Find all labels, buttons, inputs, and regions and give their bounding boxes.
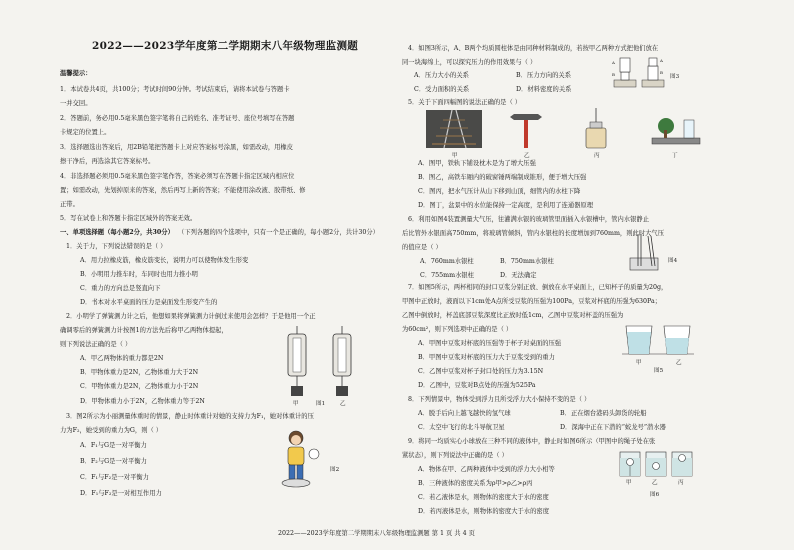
q4-option: C．受力面积的关系 [414, 86, 470, 93]
notice-line: 4．非选择题必须用0.5毫米黑色签字笔作答，答案必须写在答题卡指定区域内相应位 [60, 173, 295, 180]
notice-line: 3．选择题选出答案后，用2B铅笔把答题卡上对应答案标号涂黑，如需改动，用橡皮 [60, 144, 294, 151]
figure-1-caption: 图1 [316, 401, 326, 407]
figure-q5-label: 丁 [672, 153, 678, 159]
q5-option: A．图甲，铁轨下铺设枕木是为了增大压强 [418, 160, 536, 167]
q9-option: B．三种液体的密度关系为ρ甲>ρ乙>ρ丙 [418, 480, 533, 487]
notice-line: 擦干净后，再选涂其它答案标号。 [60, 158, 155, 165]
q5-stem: 5．关于下面四幅图的说法正确的是（ ） [408, 99, 522, 106]
q1-option: D．书本对水平桌面的压力是桌面发生形变产生的 [80, 299, 218, 306]
section-description: （下列各题的四个选项中，只有一个是正确的，每小题2分，共计30分） [178, 229, 379, 236]
figure-2-person-on-scale [274, 430, 324, 492]
notice-line: 置；如需改动，先划掉原来的答案，然后再写上新的答案；不能使用涂改液、胶带纸、修 [60, 187, 306, 194]
q9-stem: 9．将同一均质实心小球放在三种不同的液体中，静止时如图6所示（甲图中的绳子处在张 [408, 438, 656, 445]
figure-q5-images [426, 108, 706, 152]
figure-1-label-jia: 甲 [293, 401, 299, 407]
figure-5-label-yi: 乙 [676, 360, 682, 366]
figure-5-soy-milk-cups [622, 318, 694, 358]
q5-option: C．图丙，把水气压计从山下移到山顶，细管内的水柱下降 [418, 188, 581, 195]
figure-1-spring-scales [282, 326, 372, 408]
figure-3-label: B [660, 70, 663, 75]
q7-stem: 乙图中倒放时，杯盖底部豆浆深度比正放时低1cm，乙图中豆浆对杯盖的压强为 [402, 312, 624, 319]
figure-6-label: 甲 [626, 480, 632, 486]
q7-option: B．甲图中豆浆对杯底的压力大于豆浆受到的重力 [418, 354, 555, 361]
figure-3-cylinders [612, 54, 666, 90]
q6-stem: 后比管外水银面高750mm，将玻璃管倾斜，管内水银柱的长度增加到760mm，则此时大气压 [402, 230, 665, 237]
figure-5-label-jia: 甲 [636, 360, 642, 366]
q5-option: B．图乙，高铁车厢内的破窗锤两端制成锥形，便于增大压强 [418, 174, 587, 181]
q6-option: D．无法确定 [500, 272, 537, 279]
q9-option: C．若乙液体是水，则物体的密度大于水的密度 [418, 494, 549, 501]
q6-option: B．750mm水银柱 [500, 258, 554, 265]
q8-option: B．正在烟台港码头卸货的轮船 [560, 410, 647, 417]
figure-3-label: A [612, 60, 615, 65]
q9-option: A．物体在甲、乙两种液体中受到的浮力大小相等 [418, 466, 555, 473]
q4-option: A．压力大小的关系 [414, 72, 469, 79]
notice-line: 2．答题前，务必用0.5毫米黑色签字笔将自己的姓名、准考证号、座位号填写在答题 [60, 115, 295, 122]
notice-line: 1．本试卷共4页，共100分；考试时间90分钟。考试结束后，请将本试卷与答题卡 [60, 86, 290, 93]
q2-option: A．甲乙两物体的重力都是2N [80, 355, 164, 362]
figure-6-caption: 图6 [650, 492, 660, 498]
page-footer: 2022——2023学年度第二学期期末八年级物理监测题 第 1 页 共 4 页 [278, 530, 475, 537]
q2-stem: 确调零后的弹簧测力计按图1的方法先后称甲乙两物体提起， [60, 327, 228, 334]
exam-title: 2022——2023学年度第二学期期末八年级物理监测题 [92, 40, 359, 52]
figure-1-label-yi: 乙 [340, 401, 346, 407]
q4-stem: 同一块海绵上，可以探究压力的作用效果与（ ） [402, 59, 537, 66]
q6-option: A．760mm水银柱 [420, 258, 474, 265]
q8-option: A．脱手后向上越飞越快的氢气球 [418, 410, 511, 417]
q2-option: B．甲物体重力是2N，乙物体重力大于2N [80, 369, 199, 376]
figure-q5-label: 甲 [452, 153, 458, 159]
figure-5-caption: 图5 [654, 368, 664, 374]
q9-stem: 紧状态），则下列说法中正确的是（ ） [402, 452, 508, 459]
q6-option: C．755mm水银柱 [420, 272, 474, 279]
q2-option: D．甲物体重力小于2N，乙物体重力等于2N [80, 398, 205, 405]
figure-6-floating-balls [618, 448, 694, 478]
notice-line: 5．写在试卷上和答题卡指定区域外的答案无效。 [60, 215, 197, 222]
q8-option: D．深海中正在下潜的“蛟龙号”潜水器 [560, 424, 666, 431]
q4-option: D．材料密度的关系 [516, 86, 572, 93]
figure-3-label: A [660, 58, 663, 63]
q3-option: D．F₁与F₂是一对相互作用力 [80, 490, 162, 497]
q2-stem: 2．小明学了弹簧测力计之后，他想如果将弹簧测力计倒过来使用会怎样？于是他用一个正 [66, 313, 316, 320]
q7-option: D．乙图中，豆浆对B点处的压强为525Pa [418, 382, 536, 389]
figure-q5-label: 丙 [594, 153, 600, 159]
q4-option: B．压力方向的关系 [516, 72, 572, 79]
q7-stem: 甲图中正放时，液面以下1cm处A点所受豆浆的压强为100Pa，豆浆对杯底的压强为630Pa； [402, 298, 662, 305]
notice-line: 卡规定的位置上。 [60, 129, 111, 136]
section-heading: 一、单项选择题（每小题2分，共30分） [60, 229, 174, 236]
q1-option: A．用力拉橡皮筋，橡皮筋变长，说明力可以使物体发生形变 [80, 257, 249, 264]
q2-option: C．甲物体重力是2N，乙物体重力小于2N [80, 383, 199, 390]
q7-stem: 7．如图5所示，两杯相同的封口豆浆分别正放、倒放在水平桌面上，已知杯子的质量为20g， [408, 284, 668, 291]
q6-stem: 的值应是（ ） [402, 244, 442, 251]
q7-stem: 为60cm²，则下列选项中正确的是（ ） [402, 326, 513, 333]
q3-option: C．F₁与F₂是一对平衡力 [80, 474, 149, 481]
figure-3-caption: 图3 [670, 74, 680, 80]
q3-option: B．F₂与G是一对平衡力 [80, 458, 147, 465]
figure-3-label: B [612, 72, 615, 77]
q1-option: C．重力的方向总是竖直向下 [80, 285, 161, 292]
notice-line: 正带。 [60, 201, 79, 208]
notice-line: 一并交回。 [60, 100, 92, 107]
q3-stem: 3．图2所示为小丽测量体重时的情景，静止时体重计对她的支持力为F₁，她对体重计的压 [66, 413, 314, 420]
notice-title: 温馨提示： [60, 70, 92, 77]
figure-6-label: 乙 [652, 480, 658, 486]
q7-option: C．乙图中豆浆对杯子封口处的压力为3.15N [418, 368, 544, 375]
q5-option: D．图丁，盆景中的水位能保持一定高度，是利用了连通器原理 [418, 202, 594, 209]
q9-option: D．若丙液体是水，则物体的密度大于水的密度 [418, 508, 549, 515]
q1-option: B．小明用力推车时，车同时也用力推小明 [80, 271, 198, 278]
q7-option: A．甲图中豆浆对杯底的压强等于杯子对桌面的压强 [418, 340, 562, 347]
q3-option: A．F₁与G是一对平衡力 [80, 442, 147, 449]
q1-stem: 1．关于力，下列说法错误的是（ ） [66, 243, 167, 250]
figure-2-caption: 图2 [330, 467, 340, 473]
q4-stem: 4．如图3所示，A、B两个均质圆柱体是由同种材料制成的，若按甲乙两种方式把他们放在 [408, 45, 659, 52]
q6-stem: 6．利用如图4装置测量大气压，往灌满水银的玻璃管里面插入水银槽中，管内水银静止 [408, 216, 649, 223]
figure-4-caption: 图4 [668, 258, 678, 264]
q8-stem: 8．下列情景中，物体受到浮力且所受浮力大小保持不变的是（ ） [408, 396, 591, 403]
q3-stem: 力为F₂，她受到的重力为G，则（ ） [60, 427, 163, 434]
figure-4-mercury-tube [626, 232, 666, 272]
q8-option: C．太空中飞行的北斗导航卫星 [418, 424, 505, 431]
figure-q5-label: 乙 [524, 153, 530, 159]
q2-stem: 则下列说法正确的是（ ） [60, 341, 132, 348]
figure-6-label: 丙 [678, 480, 684, 486]
